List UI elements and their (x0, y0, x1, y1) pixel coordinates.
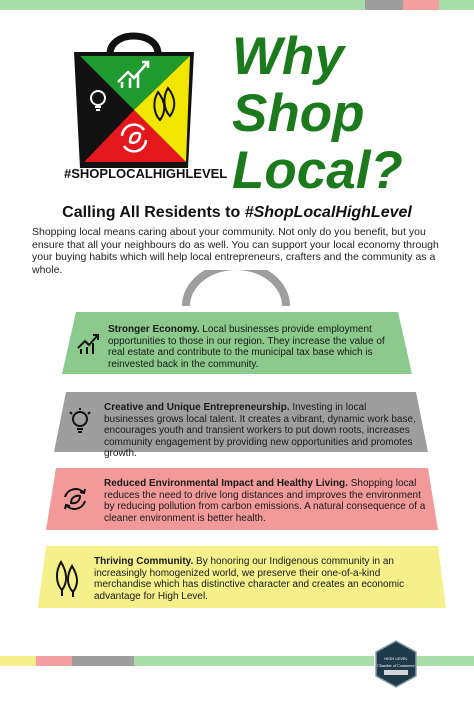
card-body: Investing in local businesses grows local talent. It creates a vibrant, dynamic work base, encourages youth and transient workers to put down roots, increases community engagement by providing new opportunities and promotes growth. (104, 402, 416, 459)
card-stronger-economy (62, 312, 412, 374)
chamber-of-commerce-badge (375, 640, 417, 688)
headline-line-1: Why (232, 27, 344, 86)
subtitle-prefix: Calling All Residents to (62, 204, 245, 221)
headline-line-2: Shop (232, 84, 365, 143)
top-stripe (0, 0, 474, 10)
feathers-icon (52, 556, 82, 598)
subtitle-hashtag: #ShopLocalHighLevel (244, 204, 412, 221)
card-title: Stronger Economy. (108, 324, 200, 335)
card-text (108, 324, 400, 370)
card-text (104, 402, 416, 460)
card-title: Reduced Environmental Impact and Healthy Living. (104, 478, 348, 489)
card-title: Creative and Unique Entrepreneurship. (104, 402, 290, 413)
badge-line-2: Chamber of Commerce (377, 663, 415, 668)
recycle-leaf-icon (60, 484, 90, 514)
card-body: Shopping local reduces the need to drive long distances and improves the environment by reducing pollution from carbon emissions. A natural consequence of a cleaner environment is better health. (104, 478, 426, 524)
card-text (104, 478, 426, 524)
card-text (94, 556, 430, 602)
card-title: Thriving Community. (94, 556, 194, 567)
arch-decoration (180, 270, 292, 310)
headline-line-3: Local? (232, 141, 403, 200)
card-body: By honoring our Indigenous community in an increasingly homogenized world, we preserve their one-of-a-kind merchandise which has distinctive character and creates an economic advantage for High Level. (94, 556, 405, 602)
card-body: Local businesses provide employment opportunities to those in our region. They increase the value of real estate and contribute to the municipal tax base which is reinvested back in the community. (108, 324, 385, 370)
badge-line-1: HIGH LEVEL (384, 656, 408, 661)
card-entrepreneurship (54, 392, 428, 459)
growth-chart-icon (76, 330, 102, 356)
card-environmental-impact (46, 468, 438, 530)
hashtag-label: #SHOPLOCALHIGHLEVEL (64, 166, 228, 181)
intro-paragraph: Shopping local means caring about your community. Not only do you benefit, but you ensure that all your neighbours do as well. You can support your local economy through your buying habits which will help local entrepreneurs, crafters and the community as a whole. (32, 226, 439, 276)
card-thriving-community (38, 546, 446, 608)
lightbulb-icon (68, 408, 92, 436)
subtitle (0, 204, 474, 222)
headline (232, 28, 403, 199)
